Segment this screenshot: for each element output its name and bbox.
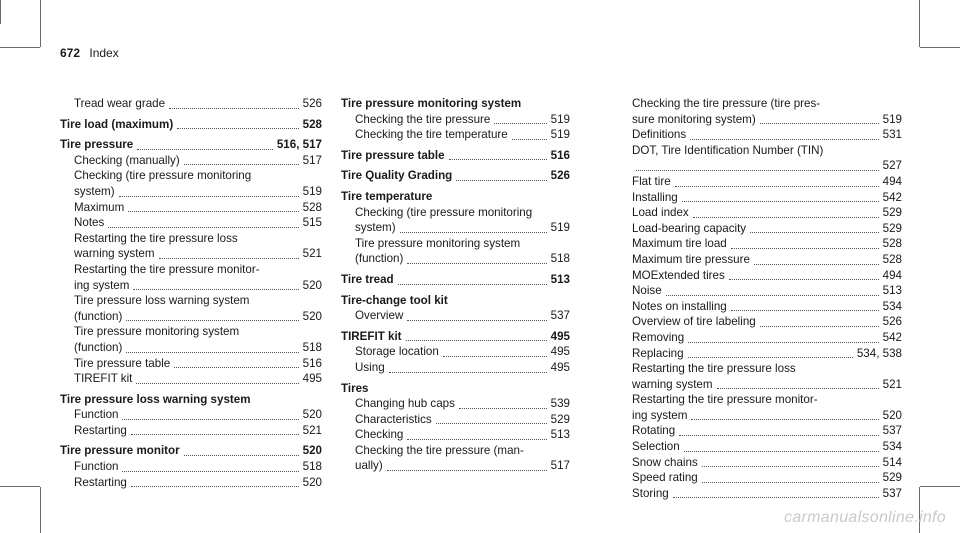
leader-dots [398,283,547,285]
entry-label: Restarting [74,423,127,437]
index-entry [632,127,902,143]
entry-page[interactable]: 514 [882,455,902,469]
entry-label: Tire tread [341,272,394,286]
index-entry [60,423,322,439]
entry-label: Tire pressure monitor [60,444,180,458]
leader-dots [126,319,298,321]
index-entry [60,356,322,372]
index-entry [341,293,570,309]
entry-label: Changing hub caps [355,397,455,411]
leader-dots [136,382,298,384]
entry-page[interactable]: 537 [550,309,570,323]
entry-label: Tire pressure monitoring system [341,97,522,110]
leader-dots [122,470,298,472]
entry-page[interactable]: 527 [882,159,902,173]
leader-dots [119,195,299,197]
leader-dots [407,438,546,440]
leader-dots [702,465,879,467]
index-entry [341,220,570,236]
entry-label: Storing [632,486,669,500]
crop-mark-top-right-v [919,0,920,47]
leader-dots [169,107,299,109]
entry-page[interactable]: 526 [882,315,902,329]
index-entry [60,246,322,262]
entry-label: Maximum tire pressure [632,252,750,266]
index-column-2 [341,96,570,474]
entry-label: Tire temperature [341,189,433,203]
entry-page[interactable]: 529 [882,221,902,235]
leader-dots [174,366,298,368]
index-entry [60,340,322,356]
leader-dots [387,469,547,471]
entry-label: Restarting the tire pressure monitor- [632,393,818,407]
index-entry [60,117,322,133]
entry-label: Speed rating [632,471,698,485]
entry-label: Installing [632,190,678,204]
entry-page[interactable]: 526 [302,97,322,110]
entry-label: Function [74,460,119,474]
index-column-3 [632,96,902,501]
entry-label: Tires [341,381,369,395]
watermark: carmanualsonline.info [784,509,946,526]
entry-label: Checking the tire pressure [355,112,491,126]
entry-page[interactable]: 520 [302,444,322,458]
entry-page[interactable]: 518 [550,252,570,266]
index-entry [632,314,902,330]
leader-dots [702,481,879,483]
leader-dots [760,122,879,124]
index-entry [60,443,322,459]
leader-dots [690,138,879,140]
leader-dots [436,422,547,424]
entry-label: Replacing [632,346,684,360]
index-entry [632,455,902,471]
leader-dots [731,309,879,311]
entry-page[interactable]: 542 [882,330,902,344]
leader-dots [122,418,298,420]
leader-dots [760,325,879,327]
index-entry [632,190,902,206]
entry-label: Checking the tire pressure (man- [355,443,524,457]
leader-dots [137,148,273,150]
leader-dots [126,351,298,353]
entry-page[interactable]: 495 [302,372,322,386]
entry-page[interactable]: 519 [550,128,570,142]
entry-label: Checking the tire temperature [355,128,508,142]
index-entry [60,137,322,153]
entry-label: DOT, Tire Identification Number (TIN) [632,143,824,157]
entry-page[interactable]: 520 [302,278,322,292]
leader-dots [128,210,298,212]
index-entry [632,377,902,393]
index-entry [341,427,570,443]
index-entry [341,443,570,459]
entry-page[interactable]: 495 [550,329,570,343]
crop-mark-top-left-v [40,0,41,47]
leader-dots [750,231,879,233]
index-entry [60,96,322,112]
leader-dots [449,158,547,160]
entry-page[interactable]: 528 [302,200,322,214]
entry-page[interactable]: 520 [882,408,902,422]
entry-label: Tire-change tool kit [341,293,448,307]
index-entry [632,112,902,128]
entry-page[interactable]: 513 [550,428,570,442]
entry-page[interactable]: 516 [302,356,322,370]
entry-page[interactable]: 528 [882,237,902,251]
entry-page[interactable]: 529 [882,206,902,220]
index-entry [60,475,322,491]
index-entry [632,143,902,159]
index-entry [341,308,570,324]
entry-label: Maximum tire load [632,237,727,251]
entry-label: Removing [632,330,685,344]
entry-page[interactable]: 539 [550,397,570,411]
entry-label: Using [355,360,385,374]
entry-page[interactable]: 519 [550,112,570,126]
index-entry [632,299,902,315]
index-entry [60,278,322,294]
index-entry [632,236,902,252]
index-entry [60,262,322,278]
entry-page[interactable]: 518 [302,340,322,354]
entry-page[interactable]: 516, 517 [276,138,322,152]
entry-label: ing system [74,278,130,292]
entry-label: (function) [355,252,404,266]
index-entry [632,221,902,237]
entry-label: system) [355,221,396,235]
entry-page[interactable]: 529 [550,412,570,426]
entry-label: Storage location [355,345,439,359]
crop-mark-top-left-v2 [0,0,1,24]
leader-dots [693,216,879,218]
index-entry [60,215,322,231]
leader-dots [679,434,878,436]
entry-page[interactable]: 519 [882,112,902,126]
index-entry [632,283,902,299]
index-entry [341,189,570,205]
leader-dots [108,226,298,228]
entry-page[interactable]: 528 [302,117,322,131]
index-entry [632,408,902,424]
entry-page[interactable]: 513 [550,272,570,286]
index-entry [341,96,570,112]
index-entry [60,153,322,169]
index-entry [632,174,902,190]
index-column-1 [60,96,322,490]
entry-page[interactable]: 520 [302,309,322,323]
index-entry [632,268,902,284]
leader-dots [754,263,879,265]
index-entry [632,330,902,346]
entry-label: Checking (manually) [74,153,180,167]
index-entry [60,459,322,475]
index-entry [632,361,902,377]
leader-dots [682,200,879,202]
index-entry [632,470,902,486]
leader-dots [131,433,299,435]
leader-dots [184,454,299,456]
entry-label: system) [74,184,115,198]
entry-label: Notes on installing [632,299,727,313]
entry-page[interactable]: 534 [882,440,902,454]
index-entry [632,346,902,362]
entry-label: Restarting [74,475,127,489]
entry-page[interactable]: 513 [882,284,902,298]
index-entry [341,396,570,412]
index-entry [632,423,902,439]
leader-dots [407,319,546,321]
entry-page[interactable]: 517 [550,459,570,473]
entry-page[interactable]: 537 [882,424,902,438]
index-entry [341,458,570,474]
entry-page[interactable]: 521 [882,377,902,391]
entry-page[interactable]: 516 [550,148,570,162]
entry-label: Notes [74,216,105,230]
entry-label: Restarting the tire pressure loss [632,362,796,376]
leader-dots [459,407,547,409]
leader-dots [729,278,879,280]
index-entry [60,407,322,423]
entry-page[interactable]: 495 [550,345,570,359]
entry-page[interactable]: 518 [302,460,322,474]
entry-label: Checking (tire pressure monitoring [355,205,533,219]
entry-label: Flat tire [632,174,671,188]
entry-page[interactable]: 534 [882,299,902,313]
index-entry [341,412,570,428]
leader-dots [494,122,546,124]
entry-page[interactable]: 519 [550,221,570,235]
index-entry [341,344,570,360]
entry-label: ually) [355,459,383,473]
leader-dots [133,288,298,290]
crop-mark-bottom-left-h [0,486,40,487]
entry-page[interactable]: 519 [302,184,322,198]
entry-label: Tire pressure table [341,148,445,162]
entry-page[interactable]: 495 [550,360,570,374]
entry-label: Tire pressure table [74,356,171,370]
entry-page[interactable]: 520 [302,475,322,489]
entry-label: Tire Quality Grading [341,169,453,183]
index-entry [60,392,322,408]
entry-page[interactable]: 520 [302,408,322,422]
index-entry [60,371,322,387]
entry-label: warning system [632,377,713,391]
index-entry [341,360,570,376]
entry-label: (function) [74,340,123,354]
entry-label: Noise [632,284,662,298]
index-entry [632,205,902,221]
leader-dots [673,496,879,498]
entry-label: Restarting the tire pressure loss [74,231,238,245]
index-entry [632,96,902,112]
leader-dots [131,485,299,487]
crop-mark-top-left-h [0,47,40,48]
entry-label: Checking (tire pressure monitoring [74,169,252,183]
index-entry [341,329,570,345]
index-entry [341,168,570,184]
index-entry [341,251,570,267]
leader-dots [691,418,878,420]
entry-label: warning system [74,247,155,261]
entry-label: MOExtended tires [632,268,725,282]
index-entry [632,439,902,455]
index-entry [60,293,322,309]
entry-label: Selection [632,440,680,454]
index-entry [341,148,570,164]
entry-label: Tire pressure [60,138,134,152]
entry-page[interactable]: 515 [302,216,322,230]
index-entry [60,184,322,200]
entry-page[interactable]: 529 [882,471,902,485]
entry-label: Function [74,408,119,422]
leader-dots [512,138,547,140]
leader-dots [666,294,879,296]
entry-label: Snow chains [632,455,698,469]
entry-page[interactable]: 521 [302,247,322,261]
index-entry [60,309,322,325]
entry-label: Tire pressure loss warning system [74,294,250,308]
entry-label: Load-bearing capacity [632,221,747,235]
entry-label: Checking the tire pressure (tire pres- [632,97,821,110]
entry-label: Checking [355,428,404,442]
entry-label: Tire load (maximum) [60,117,174,131]
index-entry [341,112,570,128]
index-entry [60,200,322,216]
index-entry [632,252,902,268]
leader-dots [688,341,878,343]
entry-label: sure monitoring system) [632,112,756,126]
index-entry [632,392,902,408]
index-entry [60,324,322,340]
entry-label: (function) [74,309,123,323]
entry-label: TIREFIT kit [341,329,402,343]
leader-dots [731,247,879,249]
page-header [60,46,119,60]
crop-mark-bottom-right-h [920,486,960,487]
index-entry [60,231,322,247]
index-entry [341,205,570,221]
leader-dots [717,387,879,389]
entry-label: Characteristics [355,412,432,426]
entry-page[interactable]: 534, 538 [856,346,902,360]
index-entry [341,127,570,143]
section-title: Index [89,46,119,60]
leader-dots [159,257,299,259]
entry-page[interactable]: 531 [882,128,902,142]
leader-dots [406,339,547,341]
leader-dots [184,163,299,165]
entry-page[interactable]: 542 [882,190,902,204]
entry-page[interactable]: 537 [882,486,902,500]
entry-page[interactable]: 494 [882,174,902,188]
entry-label: Tire pressure monitoring system [355,236,521,250]
entry-page[interactable]: 517 [302,153,322,167]
entry-label: Restarting the tire pressure monitor- [74,262,260,276]
leader-dots [675,185,879,187]
page-number: 672 [60,46,81,60]
entry-page[interactable]: 521 [302,423,322,437]
entry-label: Overview [355,309,404,323]
index-entry [632,158,902,174]
leader-dots [389,371,547,373]
entry-label: Maximum [74,200,125,214]
index-entry [341,381,570,397]
leader-dots [177,127,298,129]
entry-label: Load index [632,206,689,220]
entry-label: Tire pressure loss warning system [60,392,251,406]
entry-label: Definitions [632,128,687,142]
entry-label: TIREFIT kit [74,372,133,386]
entry-page[interactable]: 528 [882,252,902,266]
entry-label: Tread wear grade [74,97,166,110]
leader-dots [636,169,879,171]
entry-label: Rotating [632,424,676,438]
crop-mark-top-right-h [920,47,960,48]
crop-mark-bottom-left-v [40,487,41,533]
entry-page[interactable]: 526 [550,169,570,183]
leader-dots [456,179,546,181]
leader-dots [443,355,547,357]
index-entry [341,236,570,252]
leader-dots [688,356,853,358]
entry-label: Tire pressure monitoring system [74,325,240,339]
leader-dots [400,231,547,233]
index-entry [632,486,902,502]
leader-dots [684,450,879,452]
index-entry [60,168,322,184]
entry-label: ing system [632,408,688,422]
leader-dots [407,262,546,264]
entry-label: Overview of tire labeling [632,315,756,329]
index-entry [341,272,570,288]
entry-page[interactable]: 494 [882,268,902,282]
